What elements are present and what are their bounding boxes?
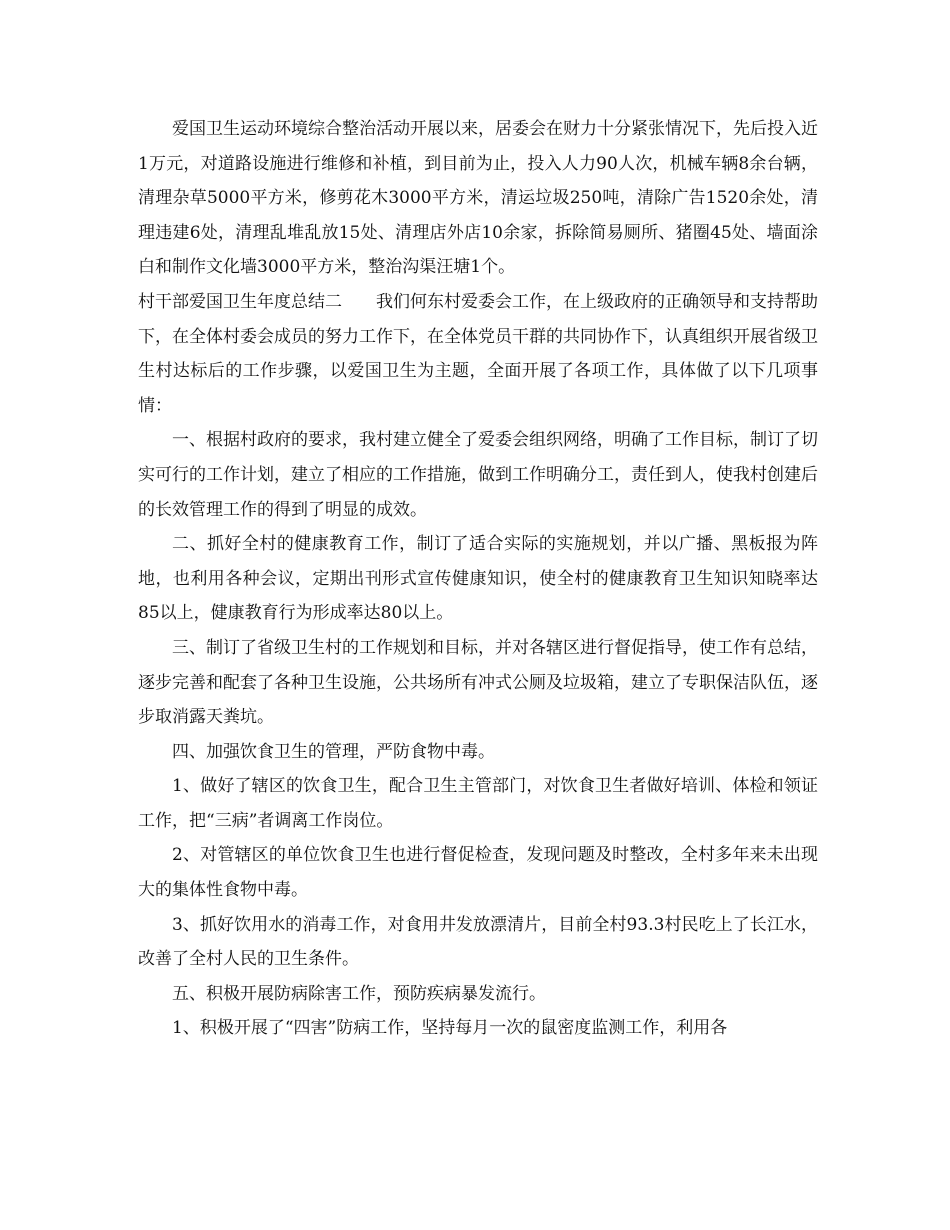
- section-heading: 村干部爱国卫生年度总结二: [138, 291, 342, 312]
- paragraph-item-1: 一、根据村政府的要求，我村建立健全了爱委会组织网络，明确了工作目标，制订了切实可行的工作计划，建立了相应的工作措施，做到工作明确分工，责任到人，使我村创建后的长效管理工作的得到了明显的成效。: [138, 430, 818, 520]
- section-two-text: 我们何东村爱委会工作，在上级政府的正确领导和支持帮助下，在全体村委会成员的努力工作下，在全体党员干群的共同协作下，认真组织开展省级卫生村达标后的工作步骤，以爱国卫生为主题，全面开展了各项工作，具体做了以下几项事情：: [138, 291, 818, 416]
- document-body: [138, 112, 818, 1046]
- paragraph-intro: 爱国卫生运动环境综合整治活动开展以来，居委会在财力十分紧张情况下，先后投入近1万元，对道路设施进行维修和补植，到目前为止，投入人力90人次，机械车辆8余台辆，清理杂草5000平方米，修剪花木3000平方米，清运垃圾250吨，清除广告1520余处，清理违建6处，清理乱堆乱放15处、清理店外店10余家，拆除简易厕所、猪圈45处、墙面涂白和制作文化墙3000平方米，整治沟渠汪塘1个。: [138, 119, 818, 278]
- paragraph-item-4-1: 1、做好了辖区的饮食卫生，配合卫生主管部门，对饮食卫生者做好培训、体检和领证工作，把“三病”者调离工作岗位。: [138, 776, 818, 831]
- paragraph-item-3: 三、制订了省级卫生村的工作规划和目标，并对各辖区进行督促指导，使工作有总结，逐步完善和配套了各种卫生设施，公共场所有冲式公厕及垃圾箱，建立了专职保洁队伍，逐步取消露天粪坑。: [138, 637, 818, 728]
- paragraph-item-4-3: 3、抓好饮用水的消毒工作，对食用井发放漂清片，目前全村93.3村民吃上了长江水，改善了全村人民的卫生条件。: [138, 914, 818, 970]
- paragraph-item-4-2: 2、对管辖区的单位饮食卫生也进行督促检查，发现问题及时整改，全村多年来未出现大的集体性食物中毒。: [138, 845, 818, 901]
- paragraph-item-5-1: 1、积极开展了“四害”防病工作，坚持每月一次的鼠密度监测工作，利用各: [172, 1018, 728, 1039]
- paragraph-item-5: 五、积极开展防病除害工作，预防疾病暴发流行。: [172, 983, 546, 1004]
- paragraph-item-4: 四、加强饮食卫生的管理，严防食物中毒。: [172, 741, 495, 762]
- paragraph-item-2: 二、抓好全村的健康教育工作，制订了适合实际的实施规划，并以广播、黑板报为阵地，也利用各种会议，定期出刊形式宣传健康知识，使全村的健康教育卫生知识知晓率达85以上，健康教育行为形成率达80以上。: [138, 534, 818, 624]
- paragraph-section-two: [138, 285, 818, 423]
